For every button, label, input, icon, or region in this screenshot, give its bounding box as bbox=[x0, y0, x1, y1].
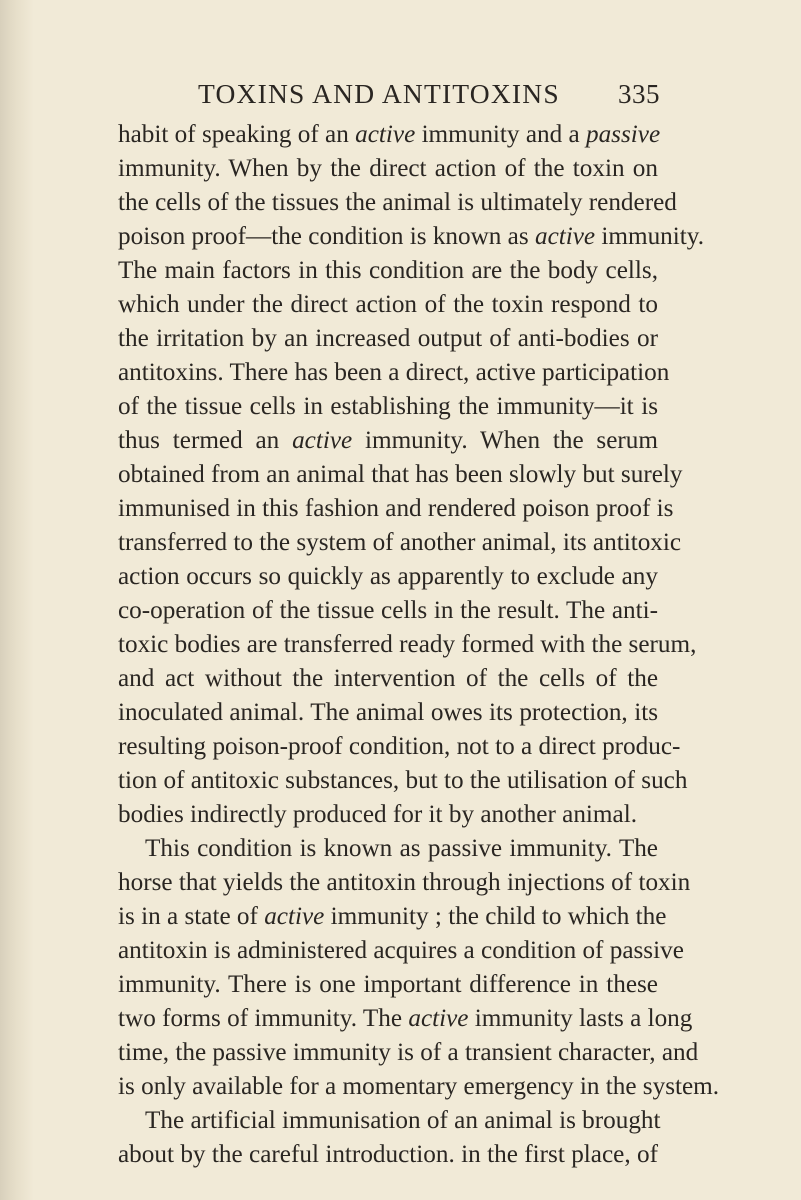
text-run: immunity. When by the direct action of the toxin on bbox=[118, 155, 658, 182]
text-run: immunity ; the child to which the bbox=[324, 903, 667, 930]
text-run: action occurs so quickly as apparently to exclude any bbox=[118, 563, 658, 590]
text-run: The artificial immunisation of an animal is brought bbox=[145, 1107, 661, 1134]
text-run: thus termed an bbox=[118, 427, 293, 454]
text-run: the irritation by an increased output of anti-bodies or bbox=[118, 325, 658, 352]
text-run: antitoxin is administered acquires a condition of passive bbox=[118, 937, 684, 964]
text-line bbox=[118, 866, 691, 900]
text-line bbox=[118, 594, 658, 628]
text-run: immunity and a bbox=[415, 121, 586, 148]
text-line bbox=[118, 526, 682, 560]
text-run: resulting poison-proof condition, not to a direct produc- bbox=[118, 733, 681, 760]
text-run: The main factors in this condition are the body cells, bbox=[118, 257, 658, 284]
text-run: about by the careful introduction. in the first place, of bbox=[118, 1141, 658, 1168]
text-run: the cells of the tissues the animal is ultimately rendered bbox=[118, 189, 677, 216]
text-line bbox=[118, 934, 684, 968]
running-head bbox=[120, 76, 660, 116]
text-line bbox=[118, 968, 658, 1002]
text-line bbox=[118, 390, 658, 424]
text-run: obtained from an animal that has been slowly but surely bbox=[118, 461, 683, 488]
text-run: immunity. There is one important difference in these bbox=[118, 971, 658, 998]
text-run: poison proof—the condition is known as bbox=[118, 223, 535, 250]
text-line bbox=[118, 628, 697, 662]
text-run: time, the passive immunity is of a transient character, and bbox=[118, 1039, 699, 1066]
italic-text-run: active bbox=[264, 903, 325, 930]
text-run: which under the direct action of the toxin respond to bbox=[118, 291, 658, 318]
text-line bbox=[118, 1036, 699, 1070]
text-line bbox=[118, 356, 670, 390]
body-text bbox=[118, 118, 720, 1172]
text-line bbox=[118, 152, 658, 186]
text-line bbox=[118, 186, 677, 220]
text-line bbox=[118, 322, 658, 356]
running-head-title: TOXINS AND ANTITOXINS bbox=[198, 78, 560, 109]
text-run: immunity. bbox=[595, 223, 705, 250]
text-line bbox=[118, 900, 667, 934]
text-run: is only available for a momentary emergency in the system. bbox=[118, 1073, 720, 1100]
italic-text-run: active bbox=[292, 427, 353, 454]
text-run: of the tissue cells in establishing the immunity—it is bbox=[118, 393, 658, 420]
text-line bbox=[118, 118, 661, 152]
text-line bbox=[118, 288, 658, 322]
text-line bbox=[118, 458, 683, 492]
text-line bbox=[118, 764, 688, 798]
text-run: immunity lasts a long bbox=[468, 1005, 693, 1032]
text-run: tion of antitoxic substances, but to the utilisation of such bbox=[118, 767, 688, 794]
text-run: transferred to the system of another animal, its antitoxic bbox=[118, 529, 682, 556]
text-line bbox=[118, 832, 658, 866]
text-run: two forms of immunity. The bbox=[118, 1005, 409, 1032]
text-line bbox=[118, 424, 658, 458]
text-run: bodies indirectly produced for it by another animal. bbox=[118, 801, 637, 828]
text-line bbox=[118, 696, 658, 730]
text-run: and act without the intervention of the cells of the bbox=[118, 665, 658, 692]
italic-text-run: passive bbox=[585, 121, 661, 148]
text-line bbox=[118, 1002, 693, 1036]
text-run: habit of speaking of an bbox=[118, 121, 356, 148]
text-line bbox=[118, 492, 674, 526]
text-line bbox=[118, 254, 658, 288]
text-run: antitoxins. There has been a direct, active participation bbox=[118, 359, 670, 386]
text-run: inoculated animal. The animal owes its protection, its bbox=[118, 699, 658, 726]
text-run: immunity. When the serum bbox=[352, 427, 658, 454]
text-run: toxic bodies are transferred ready formed with the serum, bbox=[118, 631, 697, 658]
text-line bbox=[118, 662, 658, 696]
text-line bbox=[118, 798, 658, 832]
text-line bbox=[118, 730, 681, 764]
italic-text-run: active bbox=[408, 1005, 469, 1032]
text-run: immunised in this fashion and rendered poison proof is bbox=[118, 495, 674, 522]
text-run: is in a state of bbox=[118, 903, 265, 930]
text-line bbox=[118, 560, 658, 594]
page-number: 335 bbox=[618, 79, 660, 109]
text-line bbox=[118, 1070, 720, 1104]
text-line bbox=[118, 1104, 661, 1138]
text-run: horse that yields the antitoxin through injections of toxin bbox=[118, 869, 691, 896]
text-line bbox=[118, 1138, 658, 1172]
text-run: co-operation of the tissue cells in the result. The anti- bbox=[118, 597, 658, 624]
italic-text-run: active bbox=[355, 121, 416, 148]
italic-text-run: active bbox=[534, 223, 596, 250]
text-run: This condition is known as passive immunity. The bbox=[145, 835, 658, 862]
text-line bbox=[118, 220, 705, 254]
